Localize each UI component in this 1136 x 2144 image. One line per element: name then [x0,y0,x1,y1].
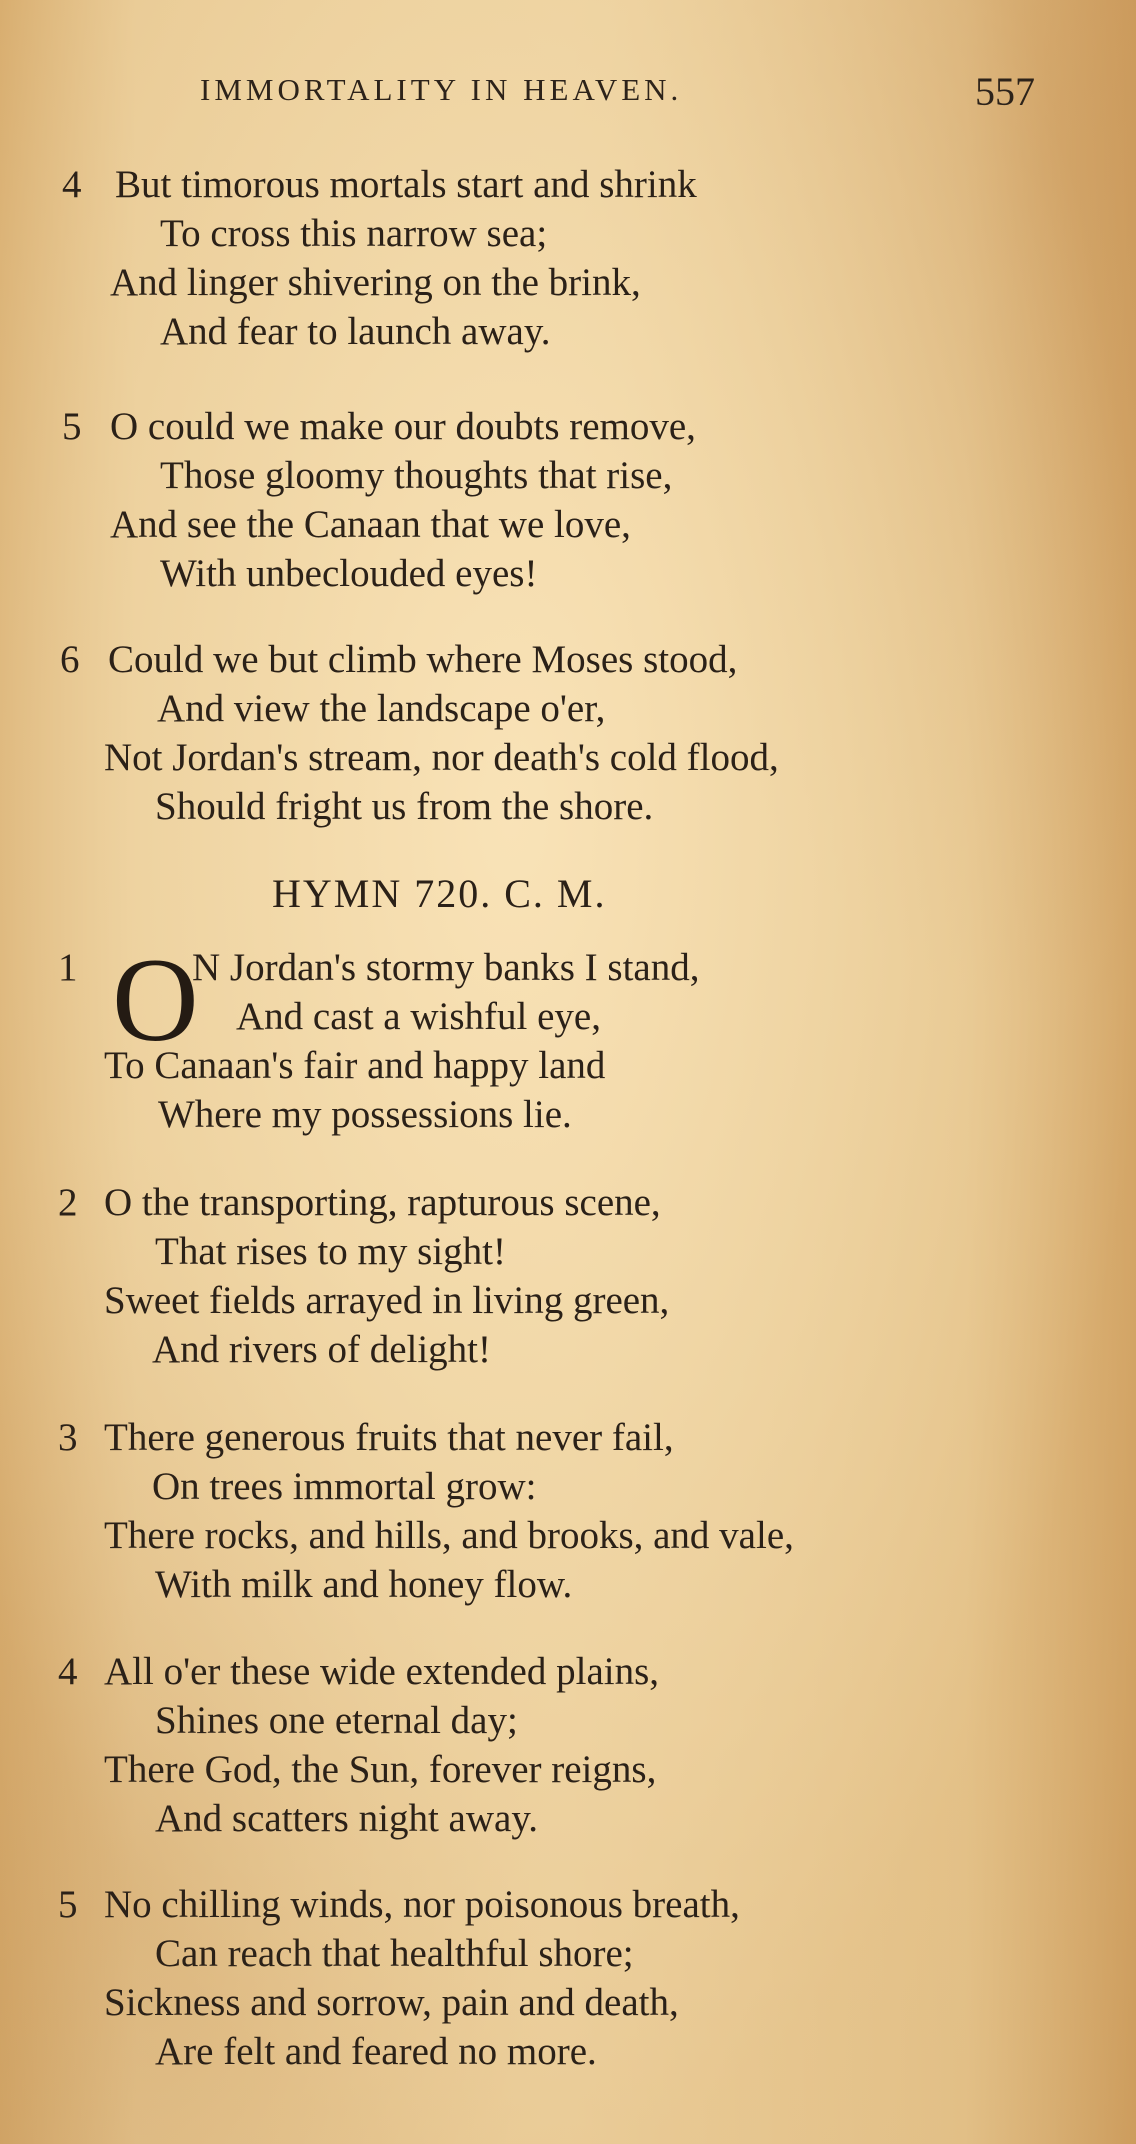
stanza-number: 5 [62,405,82,448]
verse-line: O could we make our doubts remove, [110,405,696,448]
verse-line: But timorous mortals start and shrink [115,163,697,206]
verse-line: To Canaan's fair and happy land [104,1044,606,1087]
verse-line: And view the landscape o'er, [157,687,606,730]
verse-line: No chilling winds, nor poisonous breath, [104,1883,740,1926]
verse-line: There God, the Sun, forever reigns, [104,1748,657,1791]
stanza-number: 5 [58,1883,78,1926]
verse-line: That rises to my sight! [155,1230,506,1273]
page-number: 557 [975,69,1035,114]
verse-line: And fear to launch away. [160,310,551,353]
verse-line: To cross this narrow sea; [160,212,548,255]
verse-line: Should fright us from the shore. [155,785,654,828]
verse-line: Could we but climb where Moses stood, [108,638,738,681]
verse-line: And see the Canaan that we love, [110,503,631,546]
verse-line: There generous fruits that never fail, [104,1416,674,1459]
verse-line: Are felt and feared no more. [155,2030,597,2073]
verse-line: Those gloomy thoughts that rise, [160,454,673,497]
verse-line: Sweet fields arrayed in living green, [104,1279,670,1322]
stanza-number: 2 [58,1181,78,1224]
stanza-number: 4 [58,1650,78,1693]
verse-line: And linger shivering on the brink, [110,261,641,304]
drop-cap: O [112,933,199,1066]
verse-line: With unbeclouded eyes! [160,552,538,595]
verse-line: Sickness and sorrow, pain and death, [104,1981,679,2024]
verse-line: There rocks, and hills, and brooks, and vale, [104,1514,794,1557]
verse-line: Shines one eternal day; [155,1699,518,1742]
verse-line: Where my possessions lie. [158,1093,572,1136]
stanza-number: 6 [60,638,80,681]
stanza-number: 4 [62,163,82,206]
verse-line: And rivers of delight! [152,1328,492,1371]
verse-line: And cast a wishful eye, [236,995,601,1038]
verse-line: With milk and honey flow. [155,1563,573,1606]
verse-line: Can reach that healthful shore; [155,1932,634,1975]
hymn-title: HYMN 720. C. M. [272,871,607,916]
verse-line: O the transporting, rapturous scene, [104,1181,661,1224]
verse-line: All o'er these wide extended plains, [104,1650,660,1693]
running-head: IMMORTALITY IN HEAVEN. [200,72,683,107]
verse-line: On trees immortal grow: [152,1465,537,1508]
stanza-number: 1 [58,946,78,989]
stanza-number: 3 [58,1416,78,1459]
verse-line: N Jordan's stormy banks I stand, [192,946,700,989]
verse-line: Not Jordan's stream, nor death's cold flood, [104,736,779,779]
verse-line: And scatters night away. [155,1797,539,1840]
